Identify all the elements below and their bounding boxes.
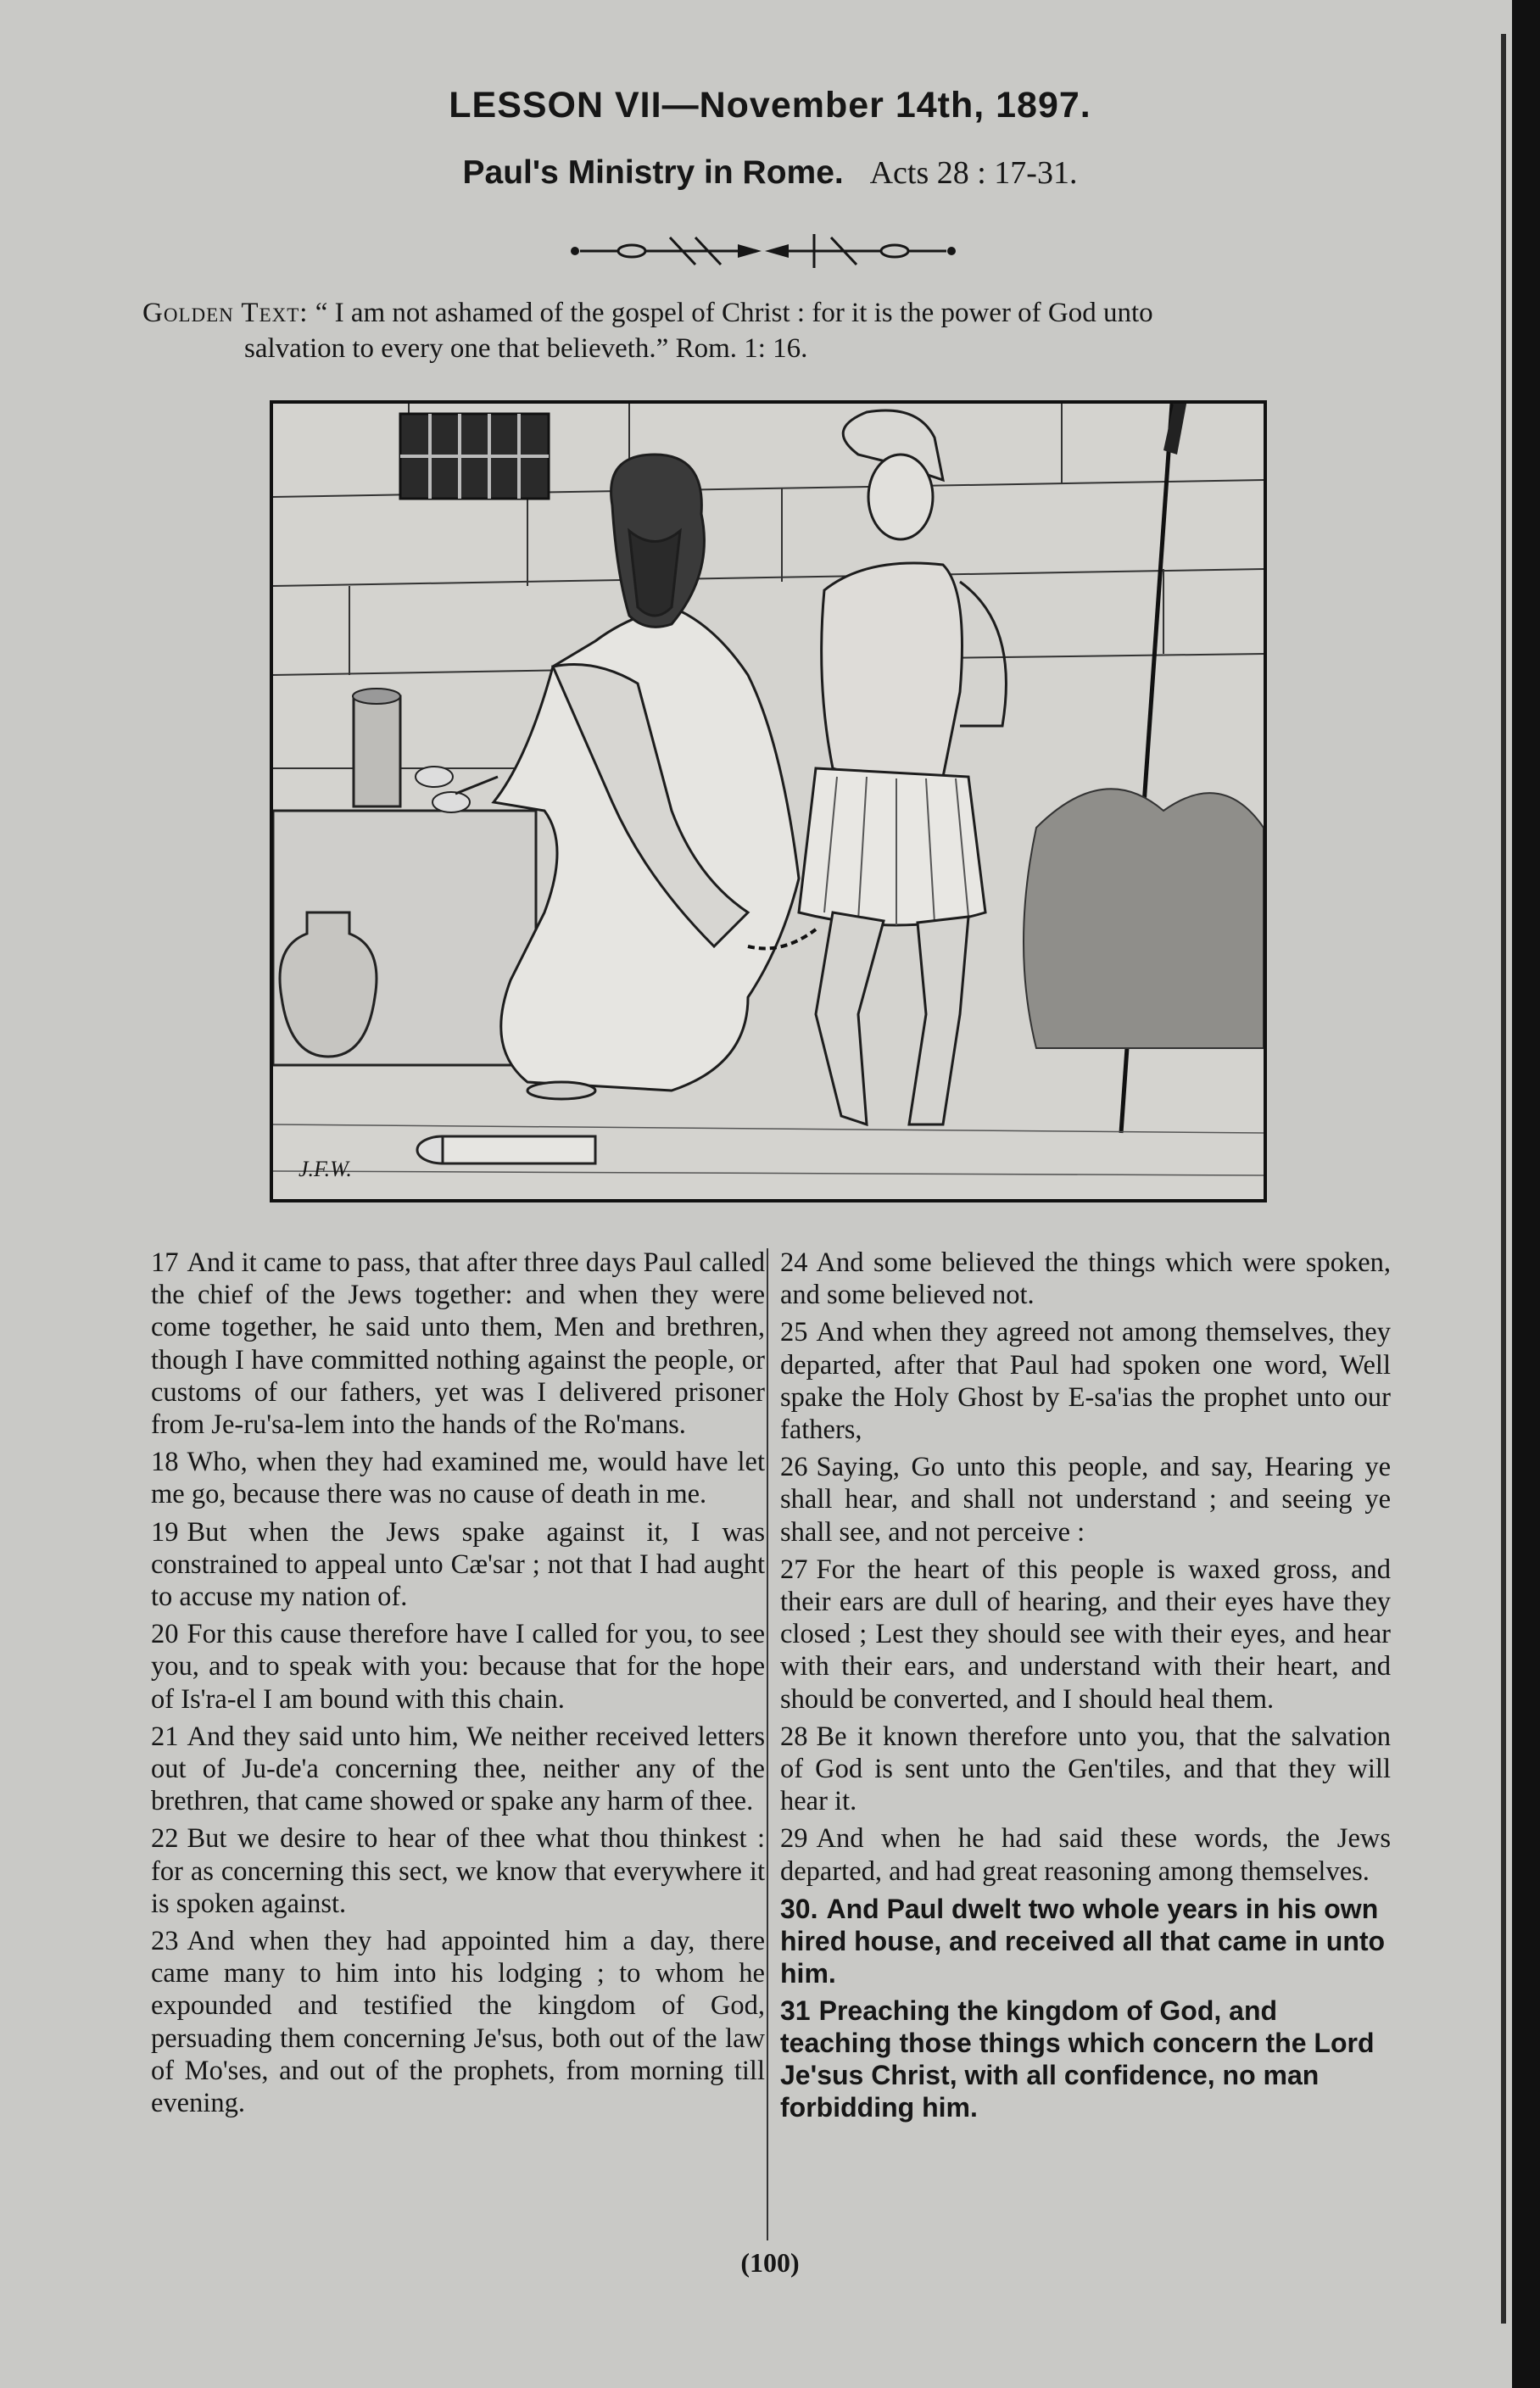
verse-24: 24 And some believed the things which were spoken, and some believed not.	[780, 1247, 1391, 1311]
verse-21: 21 And they said unto him, We neither received letters out of Ju-de'a concerning thee, neither any of the brethren, that came showed or spake any harm of thee.	[151, 1721, 765, 1817]
verses-column-right	[780, 1247, 1391, 2129]
golden-text-line-1: “ I am not ashamed of the gospel of Christ : for it is the power of God unto	[315, 298, 1153, 328]
verse-18: 18 Who, when they had examined me, would have let me go, because there was no cause of death in me.	[151, 1447, 765, 1510]
verse-22: 22 But we desire to hear of thee what thou thinkest : for as concerning this sect, we know that everywhere it is spoken against.	[151, 1823, 765, 1919]
verse-26: 26 Saying, Go unto this people, and say, Hearing ye shall hear, and shall not understand ; and seeing ye shall see, and not perceive :	[780, 1452, 1391, 1548]
golden-text-label: Golden Text:	[142, 298, 309, 328]
verse-20: 20 For this cause therefore have I called for you, to see you, and to speak with you: because that for the hope of Is'ra-el I am bound with this chain.	[151, 1619, 765, 1715]
verse-30: 30. And Paul dwelt two whole years in his own hired house, and received all that came in unto him.	[780, 1893, 1386, 1989]
golden-text	[142, 295, 1381, 366]
page-number: (100)	[740, 2247, 800, 2278]
verses-column-left	[151, 1247, 765, 2124]
page-edge-shadow	[1501, 34, 1506, 2324]
lesson-title: LESSON VII—November 14th, 1897.	[449, 85, 1091, 126]
decorative-divider-ornament	[568, 227, 958, 270]
book-binding-edge	[1512, 0, 1540, 2388]
column-divider	[767, 1248, 768, 2240]
verse-17: 17 And it came to pass, that after three days Paul called the chief of the Jews together: and when they were come together, he said unto them, Men and brethren, though I have committed nothing against the people, or customs of our fathers, yet was I delivered prisoner from Je-ru'sa-lem into the hands of the Ro'mans.	[151, 1247, 765, 1441]
verse-29: 29 And when he had said these words, the Jews departed, and had great reasoning among themselves.	[780, 1823, 1391, 1887]
subtitle-text: Paul's Ministry in Rome.	[462, 154, 844, 191]
engraving-drawing	[273, 404, 1264, 1199]
verse-25: 25 And when they agreed not among themselves, they departed, after that Paul had spoken one word, Well spake the Holy Ghost by E-sa'ias the prophet unto our fathers,	[780, 1317, 1391, 1446]
verse-28: 28 Be it known therefore unto you, that the salvation of God is sent unto the Gen'tiles, and that they will hear it.	[780, 1721, 1391, 1817]
scripture-reference: Acts 28 : 17-31.	[869, 155, 1078, 191]
lesson-subtitle	[0, 154, 1540, 192]
verse-31: 31 Preaching the kingdom of God, and teaching those things which concern the Lord Je'sus Christ, with all confidence, no man forbidding him.	[780, 1995, 1375, 2123]
verse-27: 27 For the heart of this people is waxed gross, and their ears are dull of hearing, and their eyes have they closed ; Lest they should see with their eyes, and hear with their ears, and understand with their heart, and should be converted, and I should heal them.	[780, 1554, 1391, 1715]
engraver-signature: J.F.W.	[299, 1157, 352, 1181]
verse-23: 23 And when they had appointed him a day, there came many to him into his lodging ; to whom he expounded and testified the kingdom of God, persuading them concerning Je'sus, both out of the law of Mo'ses, and out of the prophets, from morning till evening.	[151, 1926, 765, 2119]
golden-text-line-2: salvation to every one that believeth.” Rom. 1: 16.	[244, 333, 808, 364]
verse-19: 19 But when the Jews spake against it, I was constrained to appeal unto Cæ'sar ; not that I had aught to accuse my nation of.	[151, 1516, 765, 1613]
engraving-paul-and-roman-soldier	[270, 400, 1267, 1202]
